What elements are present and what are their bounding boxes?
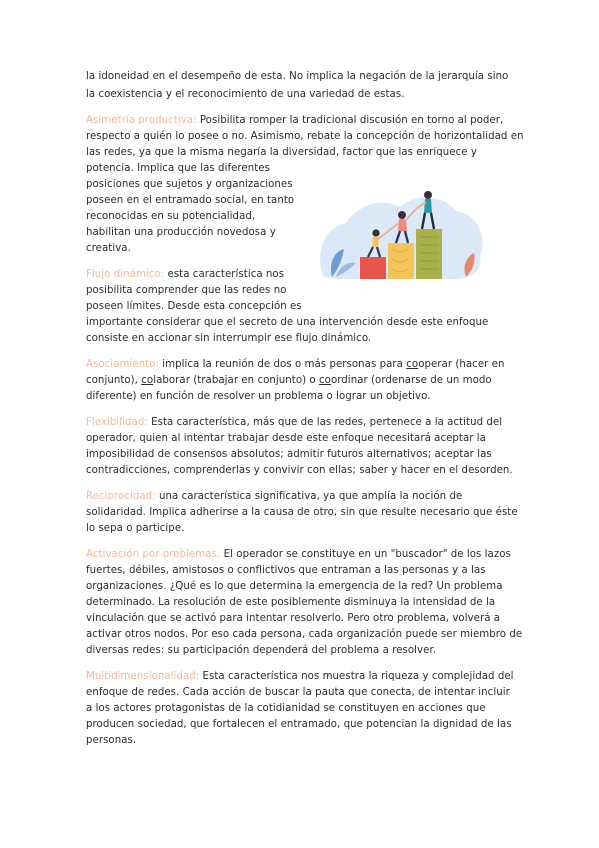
multidimensionalidad-paragraph-line <box>86 669 514 685</box>
underlined-prefix: co <box>406 359 419 370</box>
flexibilidad-paragraph-line: imposibilidad de consensos absolutos; admitir futuros alternativos; aceptar las <box>86 449 492 460</box>
flexibilidad-paragraph-line: contradicciones, comprenderlas y convivir con ellas; saber y hacer en el desorden. <box>86 465 513 476</box>
flujo-paragraph-line: consiste en accionar sin interrumpir ese flujo dinámico. <box>86 333 372 344</box>
paragraph-text: laborar (trabajar en conjunto) o <box>153 375 320 386</box>
multidimensionalidad-paragraph-line: enfoque de redes. Cada acción de buscar la pauta que conecta, de intentar incluir <box>86 687 510 698</box>
underlined-prefix: co <box>141 375 154 386</box>
asimetria-paragraph-line: habilitan una producción novedosa y <box>86 227 276 238</box>
term-asimetria: Asimetría productiva: <box>86 115 197 126</box>
asimetria-paragraph-line: posiciones que sujetos y organizaciones <box>86 179 293 190</box>
person-head <box>398 211 406 219</box>
person-body <box>424 199 432 213</box>
asociamiento-paragraph-line <box>86 373 492 389</box>
person-body <box>372 236 379 247</box>
intro-line: la coexistencia y el reconocimiento de una variedad de estas. <box>86 89 405 100</box>
asociamiento-paragraph-line: diferente) en función de resolver un problema o lograr un objetivo. <box>86 391 431 402</box>
term-asociamiento: Asociamiento: <box>86 359 159 370</box>
person-head <box>372 229 379 236</box>
term-activacion: Activación por problemas: <box>86 549 221 560</box>
reciprocidad-paragraph-line: solidaridad. Implica adherirse a la causa de otro, sin que resulte necesario que éste <box>86 507 518 518</box>
term-reciprocidad: Reciprocidad: <box>86 491 156 502</box>
paragraph-text: Posibilita romper la tradicional discusión en torno al poder, <box>196 115 504 126</box>
bar-low <box>360 257 386 279</box>
asimetria-paragraph-line: reconocidas en su potencialidad, <box>86 211 256 222</box>
activacion-paragraph-line <box>86 547 511 563</box>
asimetria-paragraph-line: potencia. Implica que las diferentes <box>86 163 270 174</box>
multidimensionalidad-paragraph-line: personas. <box>86 735 137 746</box>
activacion-paragraph-line: fuertes, débiles, amistosos o conflictivos que entraman a las personas y a las <box>86 565 486 576</box>
intro-line: la idoneidad en el desempeño de esta. No implica la negación de la jerarquía sino <box>86 71 509 82</box>
asimetria-paragraph-line <box>86 113 503 129</box>
reciprocidad-paragraph-line <box>86 489 462 505</box>
term-flujo: Flujo dinámico: <box>86 269 165 280</box>
asimetria-paragraph-line: poseen en el entramado social, en tanto <box>86 195 295 206</box>
activacion-paragraph-line: organizaciones. ¿Qué es lo que determina la emergencia de la red? Un problema <box>86 581 503 592</box>
paragraph-text: Esta característica, más que de las redes, pertenece a la actitud del <box>147 417 503 428</box>
flexibilidad-paragraph-line: operador, quien al intentar trabajar desde este enfoque necesitará aceptar la <box>86 433 486 444</box>
activacion-paragraph-line: determinado. La resolución de este posiblemente disminuya la intensidad de la <box>86 597 496 608</box>
teamwork-illustration <box>316 185 486 285</box>
multidimensionalidad-paragraph-line: a los actores protagonistas de la cotidianidad se constituyen en acciones que <box>86 703 486 714</box>
flujo-paragraph-line: importante considerar que el secreto de una intervención desde este enfoque <box>86 317 489 328</box>
reciprocidad-paragraph-line: lo sepa o participe. <box>86 523 185 534</box>
flujo-paragraph-line: poseen límites. Desde esta concepción es <box>86 301 302 312</box>
asociamiento-paragraph-line <box>86 357 505 373</box>
paragraph-text: operar (hacer en <box>418 359 505 370</box>
term-flexibilidad: Flexibilidad: <box>86 417 148 428</box>
paragraph-text: ordinar (ordenarse de un modo <box>330 375 492 386</box>
term-multidimensionalidad: Multidimensionalidad: <box>86 671 200 682</box>
paragraph-text: esta característica nos <box>164 269 285 280</box>
asimetria-paragraph-line: creativa. <box>86 243 131 254</box>
asimetria-paragraph-line: respecto a quién lo posee o no. Asimismo, rebate la concepción de horizontalidad en <box>86 131 524 142</box>
flujo-paragraph-line <box>86 267 284 283</box>
flexibilidad-paragraph-line <box>86 415 502 431</box>
paragraph-text: conjunto), <box>86 375 142 386</box>
paragraph-text: Esta característica nos muestra la riqueza y complejidad del <box>199 671 514 682</box>
paragraph-text: una característica significativa, ya que amplía la noción de <box>155 491 463 502</box>
activacion-paragraph-line: activar otros nodos. Por eso cada persona, cada organización puede ser miembro de <box>86 629 523 640</box>
paragraph-text: El operador se constituye en un "buscador" de los lazos <box>220 549 511 560</box>
asimetria-paragraph-line: las redes, ya que la misma negaría la diversidad, factor que las enriquece y <box>86 147 477 158</box>
activacion-paragraph-line: vinculación que se activó para intentar resolverlo. Pero otro problema, volverá a <box>86 613 501 624</box>
flujo-paragraph-line: posibilita comprender que las redes no <box>86 285 287 296</box>
activacion-paragraph-line: diversas redes: su participación dependerá del problema a resolver. <box>86 645 437 656</box>
bar-mid <box>388 243 414 279</box>
multidimensionalidad-paragraph-line: producen sociedad, que fortalecen el entramado, que potencian la dignidad de las <box>86 719 512 730</box>
person-head <box>424 191 432 199</box>
paragraph-text: implica la reunión de dos o más personas para <box>158 359 407 370</box>
underlined-prefix: co <box>319 375 331 386</box>
